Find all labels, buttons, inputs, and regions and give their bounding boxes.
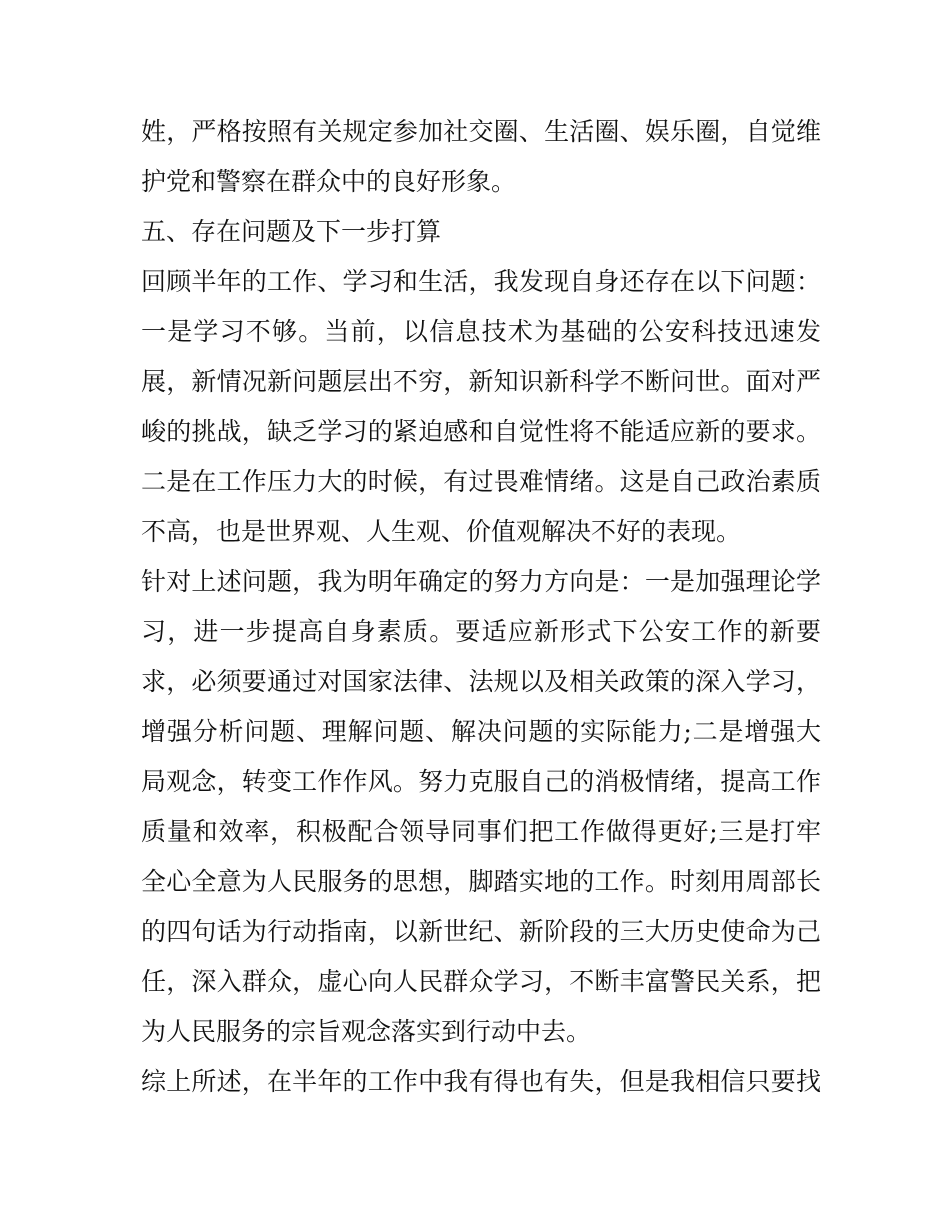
text-line: 的四句话为行动指南，以新世纪、新阶段的三大历史使命为己 xyxy=(141,917,821,946)
text-line: 习，进一步提高自身素质。要适应新形式下公安工作的新要 xyxy=(141,617,821,646)
text-line: 任，深入群众，虚心向人民群众学习，不断丰富警民关系，把 xyxy=(141,967,821,996)
text-line: 姓，严格按照有关规定参加社交圈、生活圈、娱乐圈，自觉维 xyxy=(141,117,821,146)
text-line: 为人民服务的宗旨观念落实到行动中去。 xyxy=(141,1017,592,1046)
text-line: 综上所述，在半年的工作中我有得也有失，但是我相信只要找 xyxy=(141,1067,821,1096)
text-line: 峻的挑战，缺乏学习的紧迫感和自觉性将不能适应新的要求。 xyxy=(141,417,821,446)
text-line: 二是在工作压力大的时候，有过畏难情绪。这是自己政治素质 xyxy=(141,467,821,496)
text-line: 回顾半年的工作、学习和生活，我发现自身还存在以下问题： xyxy=(141,267,821,296)
text-line: 局观念，转变工作作风。努力克服自己的消极情绪，提高工作 xyxy=(141,767,821,796)
document-body xyxy=(141,107,821,1107)
text-line: 护党和警察在群众中的良好形象。 xyxy=(141,167,517,196)
text-line: 一是学习不够。当前，以信息技术为基础的公安科技迅速发 xyxy=(141,317,821,346)
text-line: 求，必须要通过对国家法律、法规以及相关政策的深入学习， xyxy=(141,667,821,696)
text-line: 增强分析问题、理解问题、解决问题的实际能力;二是增强大 xyxy=(141,717,821,746)
text-line: 质量和效率，积极配合领导同事们把工作做得更好;三是打牢 xyxy=(141,817,821,846)
text-line: 针对上述问题，我为明年确定的努力方向是：一是加强理论学 xyxy=(141,567,821,596)
text-line: 不高，也是世界观、人生观、价值观解决不好的表现。 xyxy=(141,517,742,546)
text-line: 全心全意为人民服务的思想，脚踏实地的工作。时刻用周部长 xyxy=(141,867,821,896)
section-heading: 五、存在问题及下一步打算 xyxy=(141,217,442,246)
text-line: 展，新情况新问题层出不穷，新知识新科学不断问世。面对严 xyxy=(141,367,821,396)
